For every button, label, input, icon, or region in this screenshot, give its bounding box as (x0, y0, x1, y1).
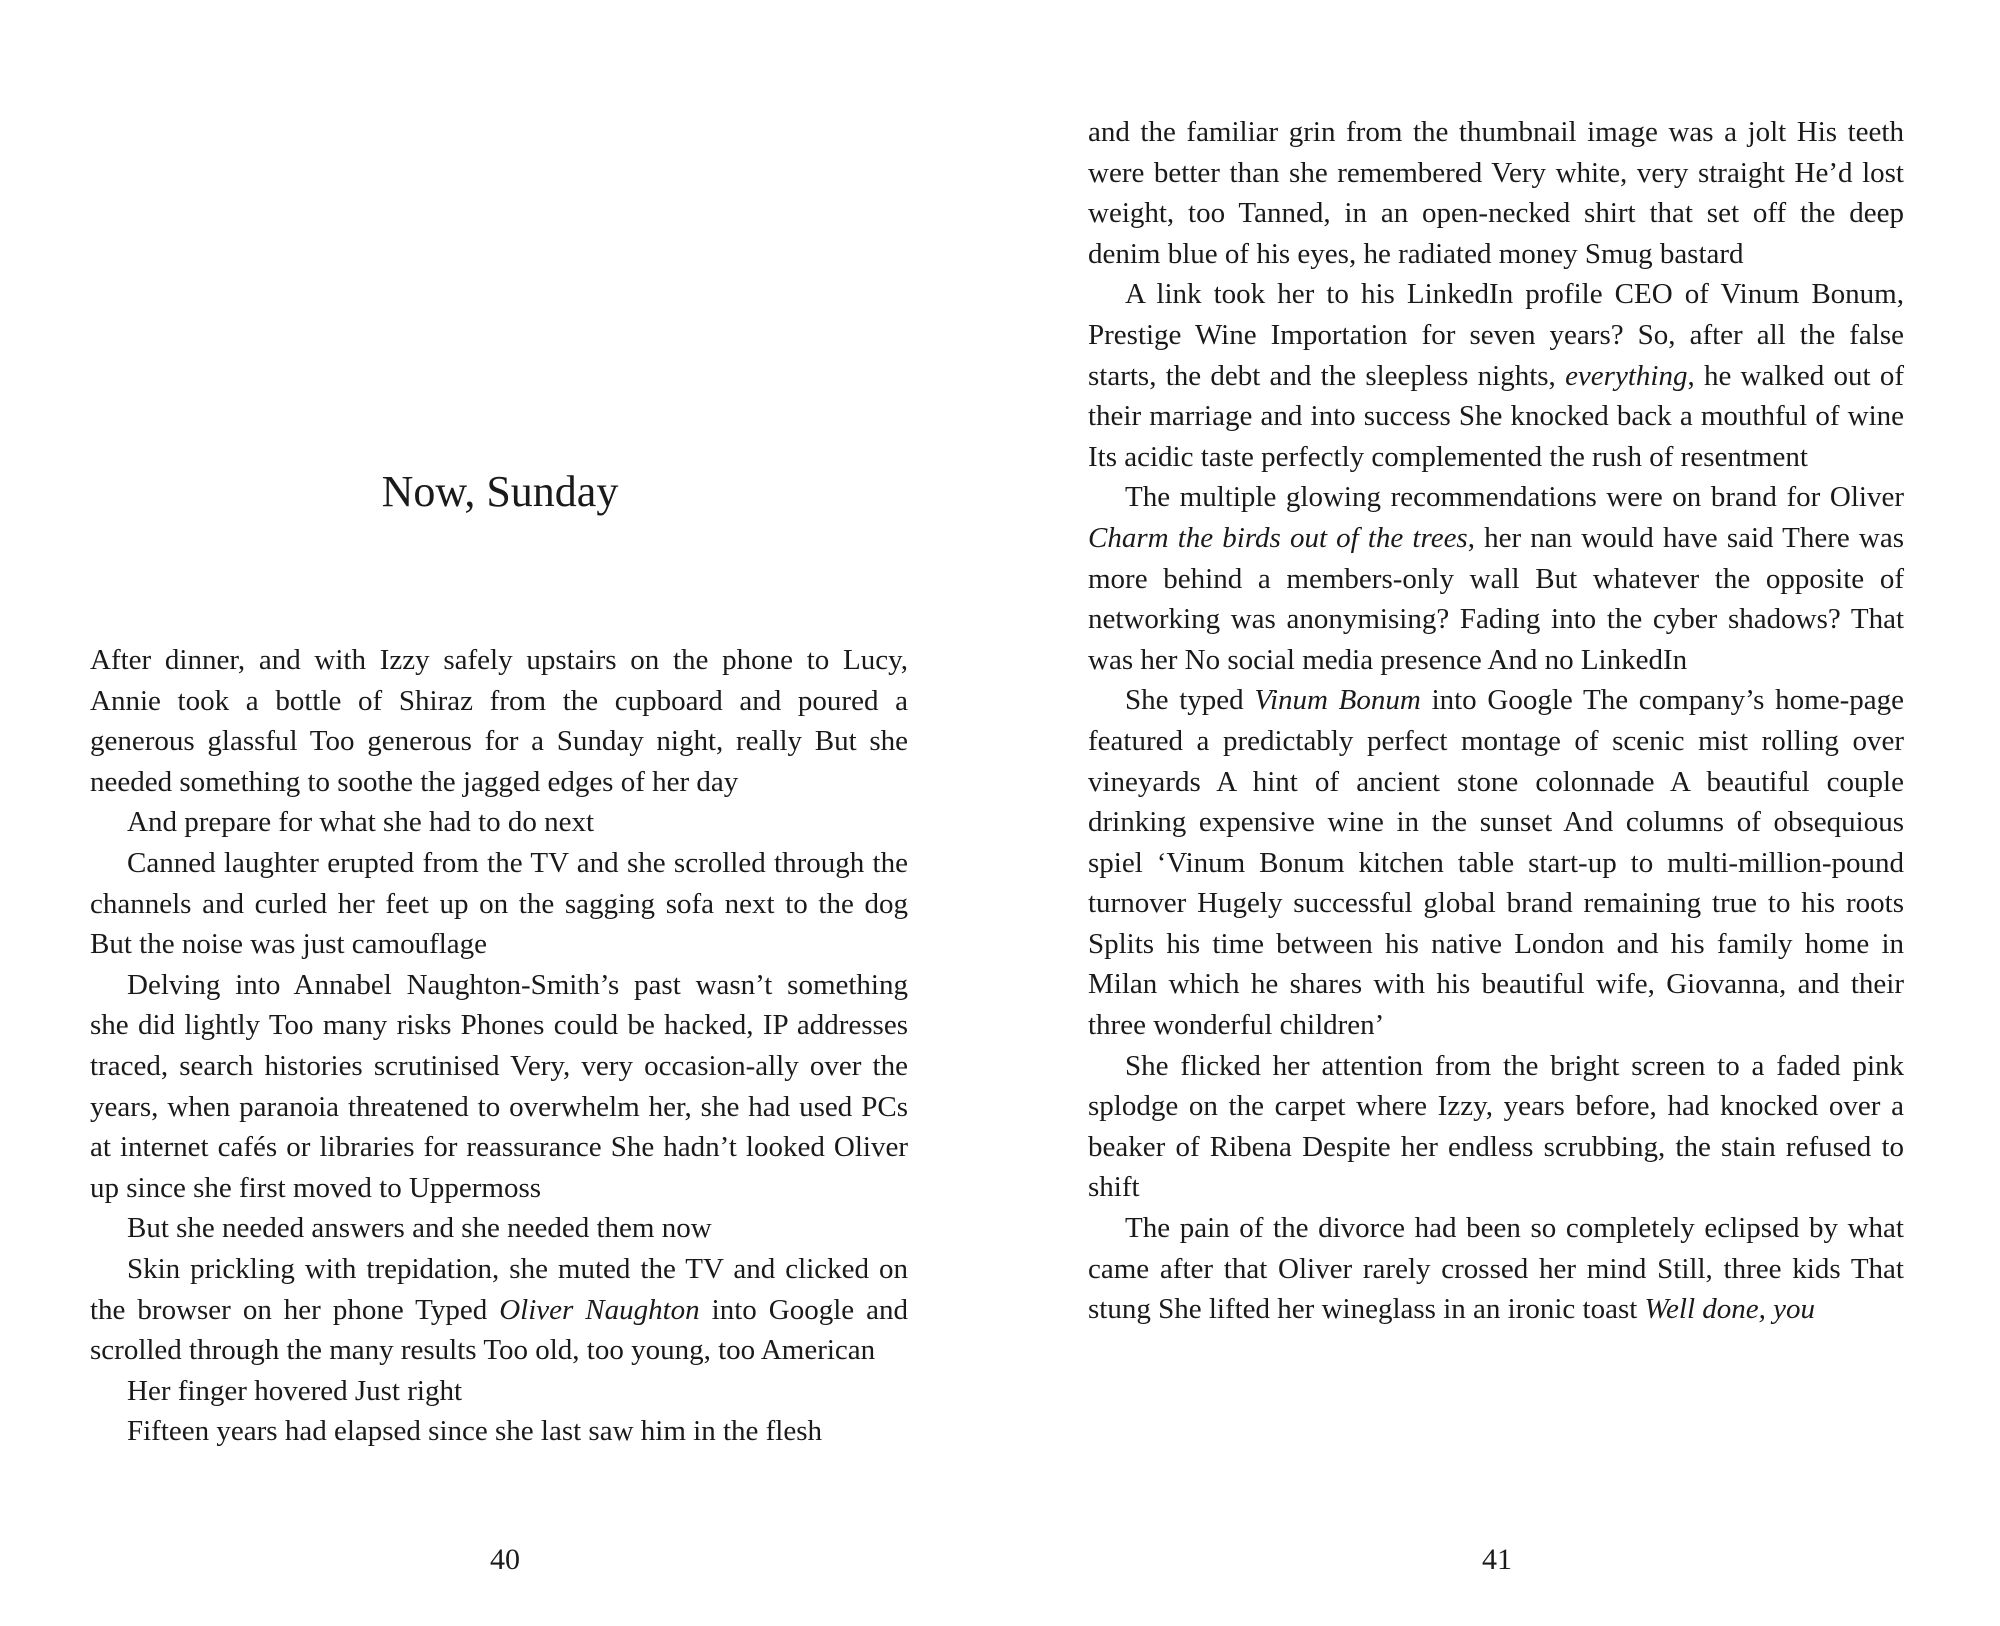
paragraph: and the familiar grin from the thumbnail image was a jolt His teeth were better than she remembered Very white, very straight He’d lost weight, too Tanned, in an open-necked shirt that set off the deep denim blue of his eyes, he radiated money Smug bastard (1088, 116, 1904, 270)
paragraph-text: into Google and scrolled through the many results Too old, too young, too American (90, 1293, 909, 1367)
paragraph (90, 1249, 908, 1371)
paragraph-text: , her nan would have said (1467, 521, 1774, 554)
paragraph-text: , he walked out of their marriage and into success She knocked back a mouthful of wine Its acidic taste perfectly complemented the rush of resentment (1088, 359, 1904, 473)
paragraph-text: into Google The company’s home-page featured a predictably perfect montage of scenic mist rolling over vineyards A hint of ancient stone colonnade A beautiful couple drinking expensive wine in the sunset And columns of obsequious spiel ‘Vinum Bonum kitchen table start-up to multi-million-pound turnover Hugely successful global brand remaining true to his roots Splits his time between his native London and his family home in Milan which he shares with his beautiful wife, Giovanna, and their three wonderful children’ (1088, 684, 1904, 1042)
paragraph-text: She typed (1125, 684, 1255, 717)
emphasis-text: Oliver Naughton (499, 1293, 700, 1326)
paragraph (1088, 477, 1904, 680)
paragraph: Canned laughter erupted from the TV and she scrolled through the channels and curled her feet up on the sagging sofa next to the dog But the noise was just camouflage (90, 846, 908, 961)
paragraph: Fifteen years had elapsed since she last saw him in the flesh (127, 1415, 822, 1448)
paragraph-text: The pain of the divorce had been so completely eclipsed by what came after that Oliver rarely crossed her mind Still, three kids That stung She lifted her wineglass in an ironic toast (1088, 1212, 1904, 1326)
left-page-text (90, 640, 908, 1452)
emphasis-text: Well done, you (1644, 1293, 1816, 1326)
paragraph-text: Skin prickling with trepidation, she muted the TV and clicked on the browser on her phone Typed (90, 1252, 908, 1326)
paragraph: But she needed answers and she needed them now (127, 1212, 712, 1245)
emphasis-text: Vinum Bonum (1254, 684, 1421, 717)
paragraph: After dinner, and with Izzy safely upstairs on the phone to Lucy, Annie took a bottle of Shiraz from the cupboard and poured a generous glassful Too generous for a Sunday night, really But she needed something to soothe the jagged edges of her day (90, 644, 908, 798)
paragraph: Delving into Annabel Naughton-Smith’s past wasn’t something she did lightly Too many risks Phones could be hacked, IP addresses traced, search histories scrutinised Very, very occasion-ally over the years, when paranoia threatened to overwhelm her, she had used PCs at internet cafés or libraries for reassurance She hadn’t looked Oliver up since she first moved to Uppermoss (90, 968, 908, 1204)
paragraph: She flicked her attention from the bright screen to a faded pink splodge on the carpet where Izzy, years before, had knocked over a beaker of Ribena Despite her endless scrubbing, the stain refused to shift (1088, 1049, 1904, 1204)
emphasis-text: Charm the birds out of the trees (1088, 521, 1468, 554)
right-page (1000, 0, 2000, 1626)
paragraph (1088, 274, 1904, 477)
right-page-text (1088, 112, 1904, 1330)
paragraph-text: A link took her to his LinkedIn profile CEO of Vinum Bonum, Prestige Wine Importation for seven years? So, after all the false starts, the debt and the sleepless nights, (1088, 278, 1904, 392)
paragraph-text: The multiple glowing recommendations were on brand for Oliver (1125, 481, 1904, 514)
paragraph (1088, 680, 1904, 1045)
page-number: 41 (1482, 1543, 1512, 1576)
emphasis-text: everything (1565, 359, 1688, 392)
paragraph: Her finger hovered Just right (127, 1374, 463, 1407)
paragraph (1088, 1208, 1904, 1330)
paragraph-text: There was more behind a members-only wall But whatever the opposite of networking was anonymising? Fading into the cyber shadows? That was her No social media presence And no LinkedIn (1088, 521, 1905, 676)
paragraph: And prepare for what she had to do next (127, 806, 595, 839)
page-number: 40 (490, 1543, 520, 1576)
chapter-title: Now, Sunday (381, 467, 619, 516)
